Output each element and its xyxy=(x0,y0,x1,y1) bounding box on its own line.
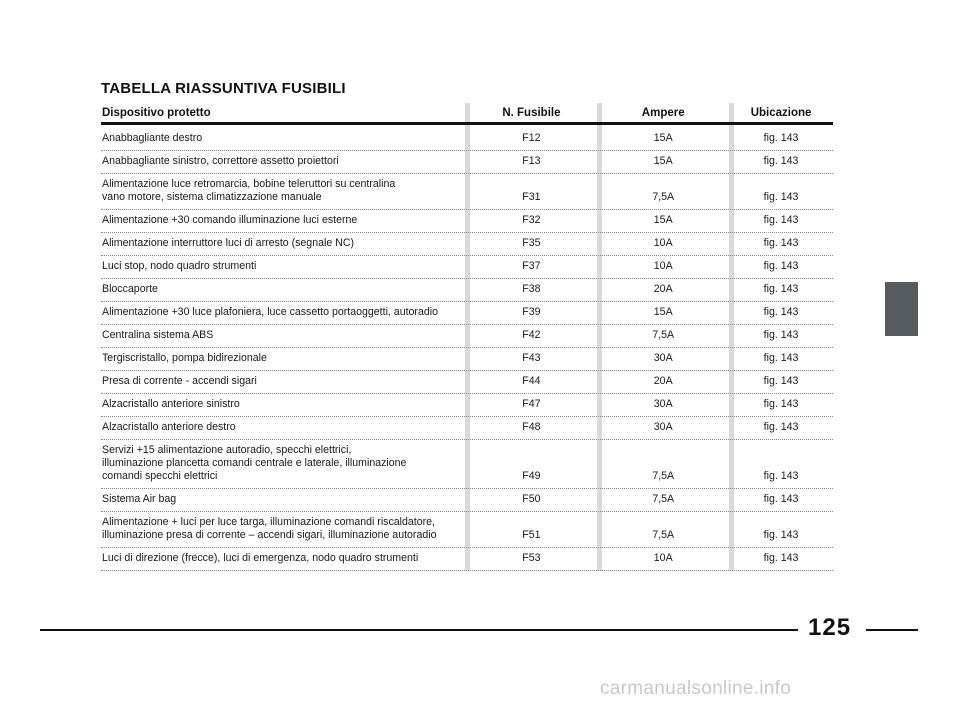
cell-location: fig. 143 xyxy=(763,421,799,433)
table-row xyxy=(101,325,833,348)
table-row xyxy=(101,128,833,151)
cell-fuse: F35 xyxy=(522,237,541,249)
cell-fuse: F32 xyxy=(522,214,541,226)
cell-device: Bloccaporte xyxy=(102,283,158,295)
table-row xyxy=(101,256,833,279)
table-row xyxy=(101,394,833,417)
cell-ampere: 10A xyxy=(653,237,673,249)
header-location: Ubicazione xyxy=(750,106,812,119)
fuse-table xyxy=(101,103,833,571)
cell-ampere: 30A xyxy=(653,398,673,410)
cell-ampere: 15A xyxy=(653,155,673,167)
table-body xyxy=(101,125,833,571)
cell-device: Centralina sistema ABS xyxy=(102,329,214,341)
cell-ampere: 7,5A xyxy=(652,191,675,203)
cell-location: fig. 143 xyxy=(763,155,799,167)
cell-location: fig. 143 xyxy=(763,237,799,249)
cell-fuse: F12 xyxy=(522,132,541,144)
cell-device: Sistema Air bag xyxy=(102,493,177,505)
table-row xyxy=(101,440,833,489)
cell-fuse: F53 xyxy=(522,552,541,564)
cell-location: fig. 143 xyxy=(763,352,799,364)
footer-rule-right xyxy=(866,629,918,631)
cell-device: Anabbagliante sinistro, correttore assetto proiettori xyxy=(102,155,339,167)
cell-fuse: F37 xyxy=(522,260,541,272)
cell-location: fig. 143 xyxy=(763,306,799,318)
cell-device: Alzacristallo anteriore sinistro xyxy=(102,398,240,410)
cell-ampere: 30A xyxy=(653,421,673,433)
cell-fuse: F38 xyxy=(522,283,541,295)
cell-device: Alzacristallo anteriore destro xyxy=(102,421,236,433)
table-row xyxy=(101,348,833,371)
cell-ampere: 15A xyxy=(653,214,673,226)
cell-location: fig. 143 xyxy=(763,529,799,541)
page-title: TABELLA RIASSUNTIVA FUSIBILI xyxy=(101,80,346,97)
cell-ampere: 10A xyxy=(653,552,673,564)
cell-location: fig. 143 xyxy=(763,132,799,144)
cell-fuse: F47 xyxy=(522,398,541,410)
cell-device: Luci di direzione (frecce), luci di emergenza, nodo quadro strumenti xyxy=(102,552,419,564)
table-row xyxy=(101,233,833,256)
section-tab xyxy=(885,282,918,336)
table-row xyxy=(101,417,833,440)
cell-location: fig. 143 xyxy=(763,470,799,482)
cell-location: fig. 143 xyxy=(763,283,799,295)
cell-ampere: 20A xyxy=(653,375,673,387)
cell-ampere: 7,5A xyxy=(652,329,675,341)
cell-device: Anabbagliante destro xyxy=(102,132,203,144)
cell-device: Tergiscristallo, pompa bidirezionale xyxy=(102,352,267,364)
table-row xyxy=(101,371,833,394)
cell-location: fig. 143 xyxy=(763,552,799,564)
table-row xyxy=(101,512,833,548)
cell-location: fig. 143 xyxy=(763,260,799,272)
cell-location: fig. 143 xyxy=(763,214,799,226)
cell-ampere: 7,5A xyxy=(652,493,675,505)
table-row xyxy=(101,302,833,325)
cell-location: fig. 143 xyxy=(763,493,799,505)
table-row xyxy=(101,279,833,302)
header-fuse: N. Fusibile xyxy=(502,106,561,119)
cell-device: Luci stop, nodo quadro strumenti xyxy=(102,260,257,272)
cell-location: fig. 143 xyxy=(763,329,799,341)
cell-device: Alimentazione + luci per luce targa, illuminazione comandi riscaldatore, illuminazione presa di corrente – accendi sigari, illuminazione autoradio xyxy=(102,516,437,541)
cell-device: Presa di corrente - accendi sigari xyxy=(102,375,257,387)
cell-ampere: 7,5A xyxy=(652,529,675,541)
page-number: 125 xyxy=(808,614,852,641)
table-header xyxy=(101,103,833,125)
cell-location: fig. 143 xyxy=(763,375,799,387)
cell-device: Alimentazione luce retromarcia, bobine teleruttori su centralina vano motore, sistema climatizzazione manuale xyxy=(102,178,396,203)
cell-device: Alimentazione +30 luce plafoniera, luce cassetto portaoggetti, autoradio xyxy=(102,306,438,318)
footer-rule-left xyxy=(40,629,798,631)
cell-ampere: 15A xyxy=(653,306,673,318)
cell-ampere: 10A xyxy=(653,260,673,272)
cell-location: fig. 143 xyxy=(763,191,799,203)
cell-ampere: 30A xyxy=(653,352,673,364)
cell-fuse: F44 xyxy=(522,375,541,387)
cell-device: Alimentazione +30 comando illuminazione luci esterne xyxy=(102,214,358,226)
table-row xyxy=(101,489,833,512)
cell-fuse: F51 xyxy=(522,529,541,541)
table-row xyxy=(101,174,833,210)
cell-device: Servizi +15 alimentazione autoradio, specchi elettrici, illuminazione plancetta comandi centrale e laterale, illuminazione comandi specchi elettrici xyxy=(102,444,407,482)
cell-device: Alimentazione interruttore luci di arresto (segnale NC) xyxy=(102,237,355,249)
cell-fuse: F42 xyxy=(522,329,541,341)
cell-fuse: F43 xyxy=(522,352,541,364)
cell-fuse: F31 xyxy=(522,191,541,203)
cell-fuse: F48 xyxy=(522,421,541,433)
cell-fuse: F49 xyxy=(522,470,541,482)
table-row xyxy=(101,151,833,174)
table-row xyxy=(101,548,833,571)
cell-ampere: 20A xyxy=(653,283,673,295)
table-row xyxy=(101,210,833,233)
header-ampere: Ampere xyxy=(641,106,685,119)
cell-fuse: F39 xyxy=(522,306,541,318)
cell-ampere: 15A xyxy=(653,132,673,144)
cell-fuse: F13 xyxy=(522,155,541,167)
cell-location: fig. 143 xyxy=(763,398,799,410)
watermark: carmanualsonline.info xyxy=(600,678,792,699)
header-device: Dispositivo protetto xyxy=(102,106,211,119)
cell-ampere: 7,5A xyxy=(652,470,675,482)
cell-fuse: F50 xyxy=(522,493,541,505)
